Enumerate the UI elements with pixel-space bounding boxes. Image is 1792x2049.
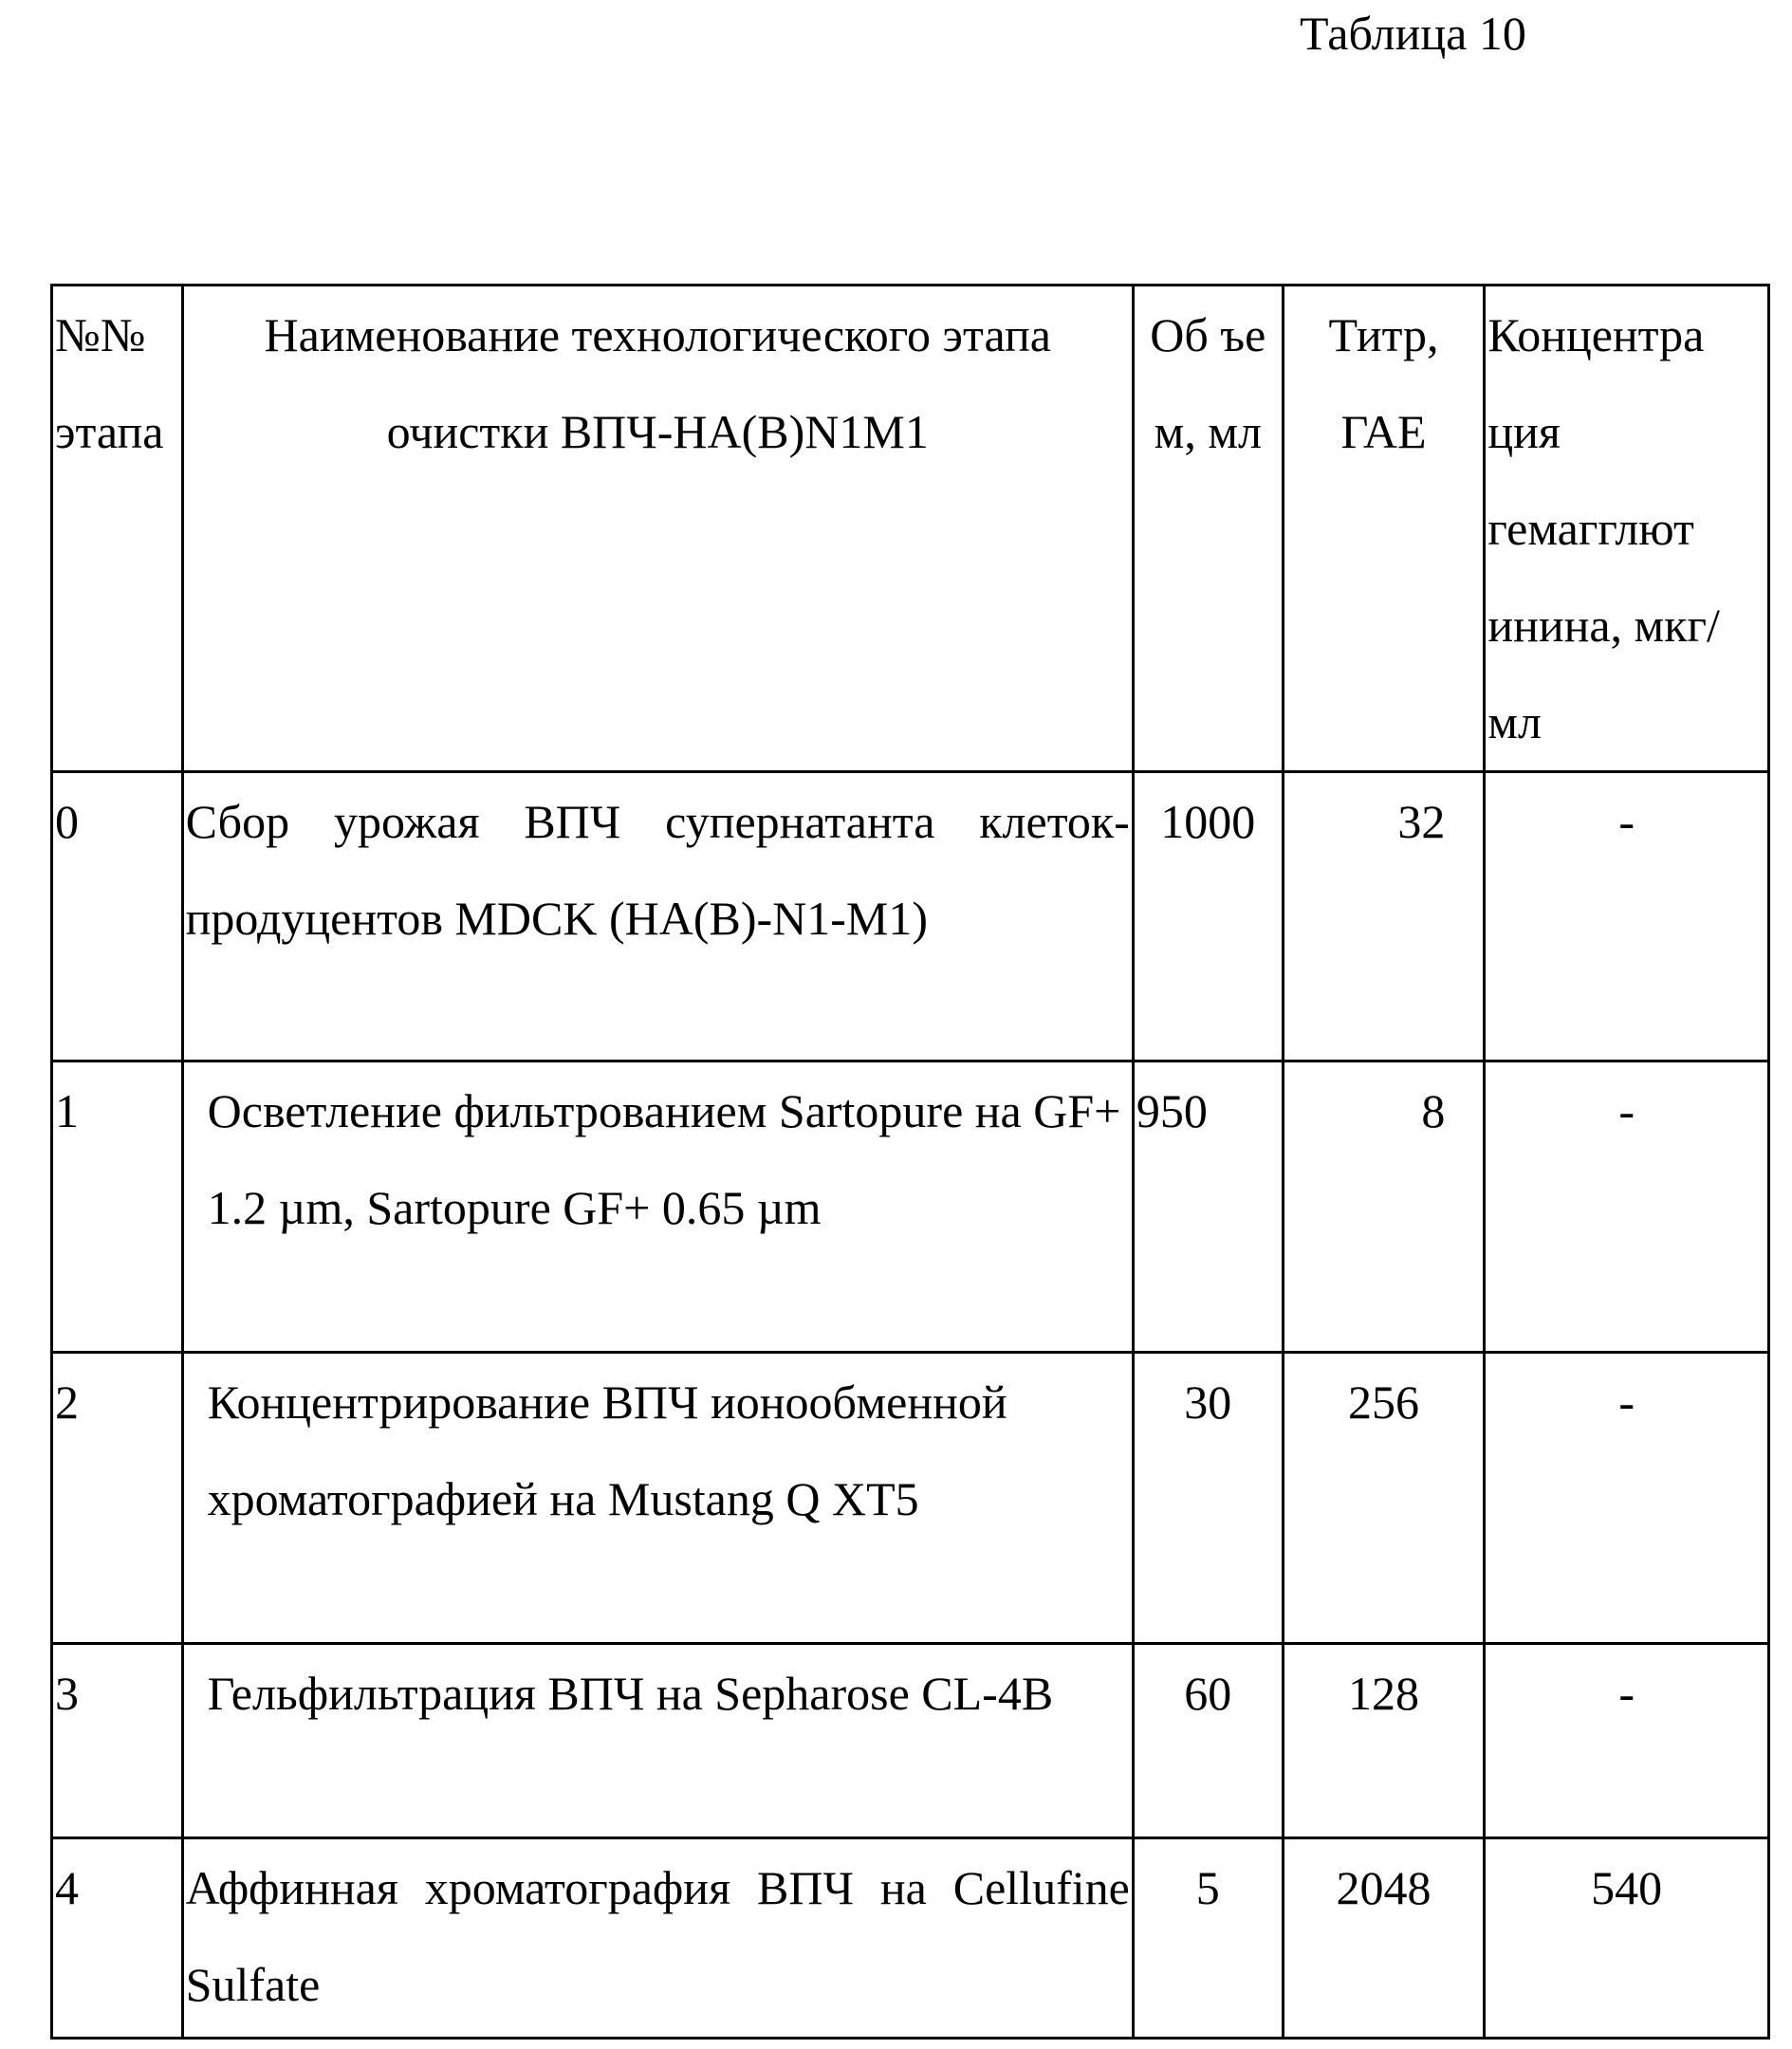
cell-volume: 60 — [1133, 1644, 1283, 1838]
cell-step: 1 — [52, 1061, 183, 1353]
cell-volume: 950 — [1133, 1061, 1283, 1353]
header-step-no: №№ этапа — [52, 286, 183, 772]
table-header-row — [52, 286, 1769, 772]
table-row — [52, 772, 1769, 1061]
cell-step: 4 — [52, 1838, 183, 2039]
cell-titer: 32 — [1283, 772, 1485, 1061]
cell-step: 0 — [52, 772, 183, 1061]
cell-concentration: 540 — [1485, 1838, 1769, 2039]
cell-titer: 2048 — [1283, 1838, 1485, 2039]
cell-name: Сбор урожая ВПЧ супернатанта клеток-продуцентов MDCK (НА(В)-N1-M1) — [182, 772, 1133, 1061]
cell-volume: 30 — [1133, 1353, 1283, 1644]
table-row — [52, 1838, 1769, 2039]
table-row — [52, 1644, 1769, 1838]
table-row — [52, 1353, 1769, 1644]
cell-concentration: - — [1485, 1061, 1769, 1353]
cell-concentration: - — [1485, 1353, 1769, 1644]
table-row — [52, 1061, 1769, 1353]
cell-name: Гельфильтрация ВПЧ на Sepharose CL-4B — [182, 1644, 1133, 1838]
header-titer: Титр, ГАЕ — [1283, 286, 1485, 772]
header-volume: Об ъе м, мл — [1133, 286, 1283, 772]
cell-concentration: - — [1485, 1644, 1769, 1838]
table-title: Таблица 10 — [1300, 0, 1526, 66]
cell-name: Концентрирование ВПЧ ионообменной хроматографией на Mustang Q XT5 — [182, 1353, 1133, 1644]
header-concentration: Концентра ция гемагглют инина, мкг/мл — [1485, 286, 1769, 772]
cell-name: Осветление фильтрованием Sartopure на GF+ 1.2 µm, Sartopure GF+ 0.65 µm — [182, 1061, 1133, 1353]
cell-step: 3 — [52, 1644, 183, 1838]
cell-volume: 5 — [1133, 1838, 1283, 2039]
cell-step: 2 — [52, 1353, 183, 1644]
cell-titer: 256 — [1283, 1353, 1485, 1644]
cell-volume: 1000 — [1133, 772, 1283, 1061]
cell-titer: 8 — [1283, 1061, 1485, 1353]
purification-table — [50, 284, 1770, 2040]
cell-concentration: - — [1485, 772, 1769, 1061]
header-name: Наименование технологического этапа очистки ВПЧ-НА(В)N1M1 — [182, 286, 1133, 772]
cell-name: Аффинная хроматография ВПЧ на Cellufine Sulfate — [182, 1838, 1133, 2039]
cell-titer: 128 — [1283, 1644, 1485, 1838]
